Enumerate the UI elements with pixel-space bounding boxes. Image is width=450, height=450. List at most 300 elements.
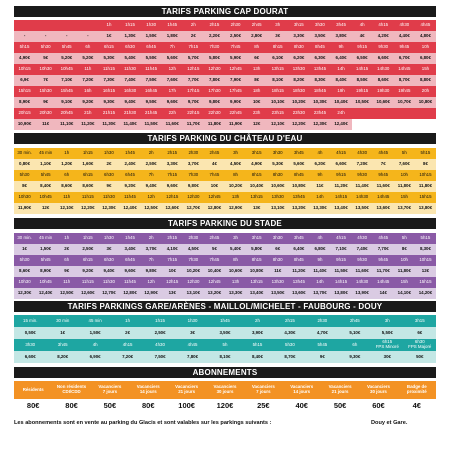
duration-cell: 12h45	[204, 277, 225, 288]
duration-cell: 13h15	[267, 64, 288, 75]
price-cell: 9,40€	[120, 97, 141, 108]
duration-cell: 10h	[394, 170, 415, 181]
duration-cell: 3h30	[14, 339, 46, 351]
price-cell: 10,10€	[267, 97, 288, 108]
price-cell: 11,30€	[98, 119, 119, 130]
duration-cell: 5h45	[306, 339, 338, 351]
price-cell: 8€	[246, 75, 267, 86]
duration-cell: 14h45	[373, 277, 394, 288]
duration-cell: 5h15	[415, 148, 436, 159]
price-cell: 11,60€	[373, 181, 394, 192]
price-cell: 1,50€	[141, 31, 162, 42]
price-cell: 4,30€	[274, 327, 306, 339]
price-cell: 11,20€	[77, 119, 98, 130]
duration-cell: 3h	[371, 315, 403, 327]
price-cell: 2,50€	[141, 159, 162, 170]
duration-cell: 12h45	[225, 64, 246, 75]
duration-cell: 1h30	[98, 148, 119, 159]
price-cell: 9,10€	[56, 97, 77, 108]
duration-cell: 8h	[246, 42, 267, 53]
price-cell: 3,40€	[120, 244, 141, 255]
price-cell: 2,50€	[77, 244, 98, 255]
duration-cell: 30 min.	[14, 148, 35, 159]
price-cell: 4,10€	[162, 244, 183, 255]
duration-cell: 13h15	[246, 277, 267, 288]
duration-cell: 10h30	[14, 192, 35, 203]
price-cell: 12,40€	[331, 119, 352, 130]
price-cell: 12€	[35, 203, 56, 214]
price-cell: 5,40€	[225, 244, 246, 255]
duration-cell: 2h30	[183, 233, 204, 244]
duration-cell: 10h45	[35, 192, 56, 203]
duration-cell: 5h15	[14, 42, 35, 53]
duration-cell: 6h	[339, 339, 371, 351]
duration-cell: 9h30	[352, 255, 373, 266]
price-cell: 8,70€	[274, 351, 306, 363]
duration-cell: 17h15	[183, 86, 204, 97]
duration-cell: 4h15	[373, 20, 394, 31]
price-cell: 7,20€	[77, 75, 98, 86]
price-cell: 6,9€	[14, 75, 35, 86]
price-cell: 30€	[371, 351, 403, 363]
duration-cell: 20h15	[14, 108, 35, 119]
duration-cell: 1h	[111, 315, 143, 327]
price-cell: 6,60€	[14, 351, 46, 363]
duration-cell	[394, 108, 415, 119]
price-cell: 13,60€	[288, 288, 309, 299]
price-cell	[415, 119, 436, 130]
price-cell: 12,80€	[120, 288, 141, 299]
duration-cell: 14h45	[394, 64, 415, 75]
abonnement-price: 25€	[257, 401, 270, 411]
duration-cell: 10h15	[415, 255, 436, 266]
duration-cell: 16h45	[141, 86, 162, 97]
price-cell: 8,60€	[14, 266, 35, 277]
duration-cell: 9h45	[373, 170, 394, 181]
duration-cell: 6h15	[77, 170, 98, 181]
duration-cell: 5h30	[274, 339, 306, 351]
price-cell: 50€	[404, 351, 436, 363]
duration-cell: 19h45	[394, 86, 415, 97]
price-cell: 3,50€	[209, 327, 241, 339]
duration-cell: 10h15	[14, 64, 35, 75]
price-cell: 9,40€	[141, 181, 162, 192]
duration-cell: 3h15	[288, 20, 309, 31]
price-cell: 1€	[14, 244, 35, 255]
footer-right-text: Douy et Gare.	[371, 420, 408, 426]
duration-cell: 13h15	[246, 192, 267, 203]
duration-cell: 14h15	[331, 277, 352, 288]
price-cell: 3,70€	[183, 159, 204, 170]
stade-title: TARIFS PARKING DU STADE	[14, 218, 436, 229]
duration-cell: 11h45	[141, 64, 162, 75]
price-cell: 5,30€	[267, 159, 288, 170]
price-cell: 11,20€	[331, 181, 352, 192]
duration-cell: 21h15	[98, 108, 119, 119]
duration-cell: 6h30 FPS Majoré	[404, 339, 436, 351]
price-cell: 6,90€	[79, 351, 111, 363]
abonnement-price: 80€	[26, 401, 40, 411]
duration-cell: 15h	[394, 277, 415, 288]
abonnement-header: Vacanciers 21 jours	[167, 381, 205, 399]
price-cell: 8,40€	[241, 351, 273, 363]
price-cell: 10,90€	[14, 119, 35, 130]
duration-cell: 13h	[225, 192, 246, 203]
duration-cell: 7h30	[204, 42, 225, 53]
duration-cell: 13h30	[267, 277, 288, 288]
price-cell: 7,70€	[373, 244, 394, 255]
price-cell: 8,50€	[352, 75, 373, 86]
duration-cell: 19h	[331, 86, 352, 97]
price-cell: 9,30€	[339, 351, 371, 363]
abonnement-price: 60€	[372, 401, 385, 411]
price-cell: 8€	[14, 181, 35, 192]
price-cell: 8,60€	[373, 75, 394, 86]
abonnement-header: Résidents	[14, 381, 52, 399]
duration-cell: 4h15	[331, 148, 352, 159]
price-cell: 11,90€	[225, 119, 246, 130]
price-cell: 12,10€	[267, 119, 288, 130]
price-cell: 8,70€	[394, 75, 415, 86]
price-cell: 2,40€	[120, 159, 141, 170]
duration-cell: 2h	[141, 148, 162, 159]
duration-cell: 1h15	[77, 233, 98, 244]
price-cell: 9,70€	[183, 97, 204, 108]
duration-cell: 3h45	[46, 339, 78, 351]
duration-cell: 4h45	[373, 148, 394, 159]
price-cell: 6€	[246, 53, 267, 64]
duration-cell: 1h45	[209, 315, 241, 327]
duration-cell: 15h15	[415, 277, 436, 288]
duration-cell: 14h15	[352, 64, 373, 75]
price-cell: 11,80€	[394, 181, 415, 192]
price-cell: 1€	[98, 31, 119, 42]
gare-title: TARIFS PARKINGS GARE/ARÈNES - MAILLOL/MICHELET - FAUBOURG - DOUY	[14, 301, 436, 312]
duration-cell: 5h	[394, 148, 415, 159]
price-cell: 10,40€	[246, 181, 267, 192]
duration-cell: 22h15	[183, 108, 204, 119]
price-cell: 13,50€	[267, 288, 288, 299]
price-cell: 10,20€	[225, 181, 246, 192]
duration-cell: 9h	[309, 170, 330, 181]
duration-cell: 7h30	[183, 255, 204, 266]
duration-cell: 11h15	[77, 277, 98, 288]
price-cell	[352, 119, 373, 130]
price-cell: 10,80€	[288, 181, 309, 192]
price-cell: 4,40€	[394, 31, 415, 42]
abonnements-values-row	[14, 399, 436, 413]
price-cell: 5,80€	[204, 53, 225, 64]
duration-cell: 14h15	[331, 192, 352, 203]
price-cell: 10€	[162, 266, 183, 277]
duration-cell: 3h45	[288, 233, 309, 244]
price-cell: 8,90€	[35, 266, 56, 277]
price-cell: 13,70€	[309, 288, 330, 299]
duration-cell: 14h30	[352, 192, 373, 203]
price-cell: 6,20€	[288, 53, 309, 64]
price-cell: 3€	[267, 31, 288, 42]
duration-cell: 10h15	[415, 170, 436, 181]
duration-cell: 9h15	[331, 255, 352, 266]
duration-cell: 12h30	[204, 64, 225, 75]
price-cell: 9,30€	[98, 97, 119, 108]
duration-cell: 6h15	[77, 255, 98, 266]
duration-cell: 10h30	[14, 277, 35, 288]
price-cell: 11,80€	[394, 266, 415, 277]
price-cell: 11,50€	[331, 266, 352, 277]
price-cell: 2,20€	[204, 31, 225, 42]
duration-cell: 13h45	[288, 192, 309, 203]
abonnement-header: Vacanciers 7 jours	[91, 381, 129, 399]
price-cell: 11,90€	[14, 203, 35, 214]
price-cell: 11,20€	[288, 266, 309, 277]
duration-cell: 2h45	[204, 233, 225, 244]
price-cell: 12,20€	[77, 203, 98, 214]
duration-cell: 14h	[331, 64, 352, 75]
abonnement-header: Vacanciers 21 jours	[321, 381, 359, 399]
price-cell: 9,80€	[183, 181, 204, 192]
price-cell: 9,40€	[98, 266, 119, 277]
price-cell: 7,60€	[394, 159, 415, 170]
price-cell: 5,60€	[162, 53, 183, 64]
duration-cell: 6h15 FPS Minoré	[371, 339, 403, 351]
duration-cell: 11h	[77, 64, 98, 75]
price-cell: 5,20€	[56, 53, 77, 64]
price-cell: 10,60€	[267, 181, 288, 192]
duration-cell: 11h	[56, 277, 77, 288]
duration-cell: 13h30	[288, 64, 309, 75]
duration-cell: 6h45	[141, 42, 162, 53]
price-cell: 7,40€	[120, 75, 141, 86]
duration-cell: 6h45	[120, 255, 141, 266]
price-cell: -	[14, 31, 35, 42]
duration-cell: 3h15	[246, 148, 267, 159]
price-cell: 9,20€	[120, 181, 141, 192]
duration-cell: 8h45	[309, 42, 330, 53]
price-cell: 9,50€	[141, 97, 162, 108]
price-cell: 11,40€	[120, 119, 141, 130]
duration-cell: 8h15	[246, 170, 267, 181]
price-cell: 8,30€	[415, 244, 436, 255]
price-cell: 13,20€	[204, 288, 225, 299]
duration-cell: 5h	[209, 339, 241, 351]
duration-cell: 2h15	[204, 20, 225, 31]
duration-cell	[35, 20, 56, 31]
duration-cell: 4h45	[373, 233, 394, 244]
duration-cell: 3h15	[246, 233, 267, 244]
price-cell: 9,60€	[120, 266, 141, 277]
duration-cell: 5h30	[14, 255, 35, 266]
duration-cell: 11h15	[77, 192, 98, 203]
duration-cell: 15h	[415, 64, 436, 75]
duration-cell: 11h30	[98, 277, 119, 288]
duration-cell: 8h45	[288, 255, 309, 266]
price-cell: 12,90€	[141, 288, 162, 299]
duration-cell: 2h15	[162, 233, 183, 244]
price-cell: 7,70€	[183, 75, 204, 86]
abonnement-header: Non résidents CDI/CDD	[52, 381, 90, 399]
price-cell: 13,80€	[331, 288, 352, 299]
duration-cell: 18h15	[267, 86, 288, 97]
duration-cell: 10h45	[56, 64, 77, 75]
duration-cell: 13h	[246, 64, 267, 75]
price-cell: 11,70€	[373, 266, 394, 277]
abonnement-price: 100€	[178, 401, 195, 411]
duration-cell: 7h30	[183, 170, 204, 181]
price-cell: 8,30€	[309, 75, 330, 86]
price-cell: 4,80€	[415, 31, 436, 42]
price-cell: 11,50€	[141, 119, 162, 130]
duration-cell: 1h45	[120, 233, 141, 244]
abonnements-title: ABONNEMENTS	[14, 367, 436, 378]
price-cell: 10,60€	[373, 97, 394, 108]
duration-cell: 17h45	[225, 86, 246, 97]
price-cell: 14,20€	[415, 288, 436, 299]
price-cell: 7,20€	[111, 351, 143, 363]
duration-cell: 4h	[79, 339, 111, 351]
price-cell: 9€	[56, 266, 77, 277]
duration-cell: 5h	[394, 233, 415, 244]
duration-cell: 4h	[352, 20, 373, 31]
price-cell: 12,50€	[141, 203, 162, 214]
duration-cell: 7h45	[225, 42, 246, 53]
duration-cell: 19h15	[352, 86, 373, 97]
duration-cell: 1h15	[144, 315, 176, 327]
abonnement-price: 4€	[412, 401, 421, 411]
price-cell: 7€	[35, 75, 56, 86]
duration-cell: 4h30	[394, 20, 415, 31]
price-cell: 7,40€	[352, 244, 373, 255]
price-cell: 11,80€	[415, 181, 436, 192]
duration-cell: 3h15	[404, 315, 436, 327]
duration-cell: 6h30	[98, 170, 119, 181]
duration-cell: 15h45	[56, 86, 77, 97]
price-cell: 8,80€	[415, 75, 436, 86]
duration-cell: 20h30	[35, 108, 56, 119]
price-cell: 1€	[46, 327, 78, 339]
price-cell: 4,90€	[14, 53, 35, 64]
duration-cell: 18h45	[309, 86, 330, 97]
duration-cell: 23h45	[309, 108, 330, 119]
price-cell: 13,80€	[415, 203, 436, 214]
duration-cell: 5h45	[35, 170, 56, 181]
duration-cell: 16h15	[98, 86, 119, 97]
price-cell: 6,60€	[331, 159, 352, 170]
duration-cell: 16h	[77, 86, 98, 97]
price-cell: 1,20€	[56, 159, 77, 170]
duration-cell: 12h15	[162, 192, 183, 203]
price-cell: 8,40€	[35, 181, 56, 192]
duration-cell: 14h	[309, 277, 330, 288]
duration-cell: 9h30	[352, 170, 373, 181]
price-cell: 11,70€	[183, 119, 204, 130]
duration-cell: 14h30	[352, 277, 373, 288]
price-cell: 6,70€	[394, 53, 415, 64]
duration-cell: 2h30	[183, 148, 204, 159]
price-cell: 13,50€	[352, 203, 373, 214]
price-cell: 13€	[162, 288, 183, 299]
price-cell: 9€	[35, 97, 56, 108]
price-cell: 12,60€	[162, 203, 183, 214]
duration-cell: 3h	[225, 148, 246, 159]
price-cell: 11,60€	[162, 119, 183, 130]
price-cell: 11,10€	[56, 119, 77, 130]
price-cell: 12,10€	[56, 203, 77, 214]
duration-cell: 8h30	[267, 170, 288, 181]
price-cell: 9,60€	[162, 181, 183, 192]
price-cell: 5,40€	[120, 53, 141, 64]
price-cell: 5,50€	[371, 327, 403, 339]
duration-cell: 5h30	[14, 170, 35, 181]
price-cell: 2€	[56, 244, 77, 255]
duration-cell: 10h30	[35, 64, 56, 75]
price-cell: 8,60€	[77, 181, 98, 192]
price-cell: 13,90€	[352, 288, 373, 299]
price-cell	[373, 119, 394, 130]
price-cell: 14,10€	[394, 288, 415, 299]
duration-cell: 3h30	[309, 20, 330, 31]
price-cell: 13,60€	[373, 203, 394, 214]
price-cell: 7,90€	[225, 75, 246, 86]
price-cell: 10,50€	[352, 97, 373, 108]
duration-cell: 4h30	[144, 339, 176, 351]
duration-cell: 9h15	[352, 42, 373, 53]
duration-cell: 2h15	[274, 315, 306, 327]
price-cell: 10,20€	[183, 266, 204, 277]
duration-cell: 4h15	[331, 233, 352, 244]
price-cell: 10,30€	[309, 97, 330, 108]
duration-cell: 13h	[225, 277, 246, 288]
abonnement-header: Vacanciers 7 jours	[244, 381, 282, 399]
price-cell: 7€	[373, 159, 394, 170]
price-cell: 5,80€	[246, 244, 267, 255]
price-cell: 13,20€	[288, 203, 309, 214]
price-cell: 3,90€	[241, 327, 273, 339]
footer-note	[14, 420, 444, 426]
price-cell: 4€	[352, 31, 373, 42]
price-cell: 9,80€	[141, 266, 162, 277]
price-cell: 11,80€	[204, 119, 225, 130]
price-cell: 1,60€	[77, 159, 98, 170]
duration-cell: 14h45	[373, 192, 394, 203]
abonnements-header-row	[14, 381, 436, 399]
price-cell: 11€	[309, 181, 330, 192]
duration-cell: 4h	[309, 233, 330, 244]
price-cell: -	[77, 31, 98, 42]
price-cell: 1,80€	[162, 31, 183, 42]
chateau-eau-table	[14, 148, 436, 214]
price-cell: 2,50€	[144, 327, 176, 339]
price-cell: 13,40€	[331, 203, 352, 214]
duration-cell: 1h15	[120, 20, 141, 31]
duration-cell: 1h	[56, 233, 77, 244]
duration-cell: 5h45	[35, 255, 56, 266]
price-cell: 3,70€	[141, 244, 162, 255]
price-cell: 12€	[246, 119, 267, 130]
abonnement-price: 80€	[65, 401, 78, 411]
price-cell: 13,30€	[309, 203, 330, 214]
price-cell: 8,90€	[14, 97, 35, 108]
price-cell: 10,70€	[394, 97, 415, 108]
price-cell: 13,70€	[394, 203, 415, 214]
duration-cell: 17h	[162, 86, 183, 97]
duration-cell: 11h45	[120, 192, 141, 203]
price-cell: 7,10€	[56, 75, 77, 86]
duration-cell: 12h	[141, 192, 162, 203]
duration-cell: 16h30	[120, 86, 141, 97]
price-cell: 8,10€	[209, 351, 241, 363]
price-cell: 9,80€	[204, 97, 225, 108]
